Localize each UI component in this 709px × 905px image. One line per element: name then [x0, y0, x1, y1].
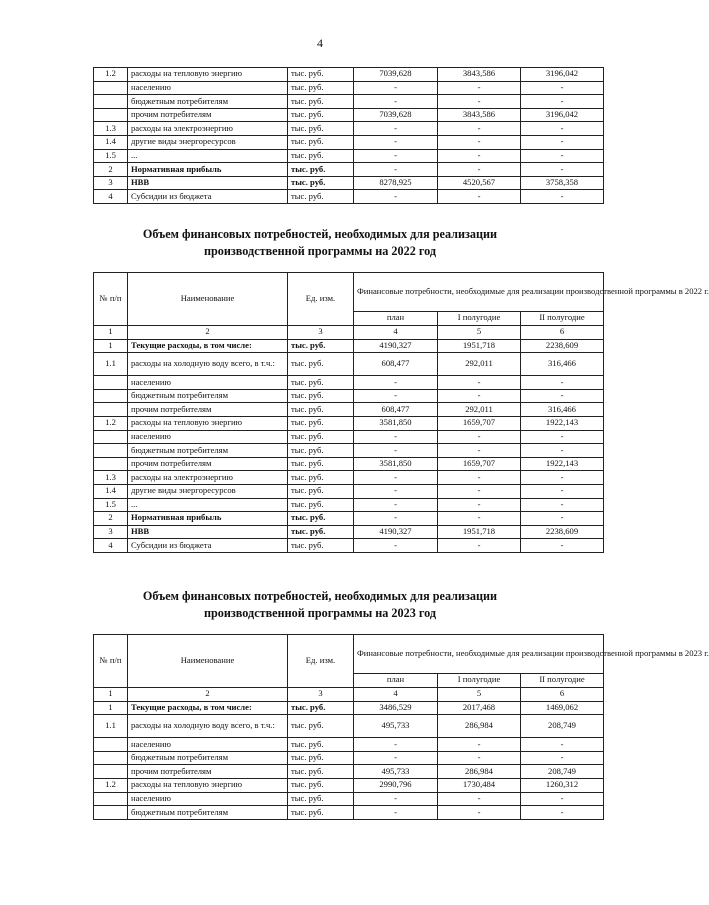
table-row	[94, 339, 604, 353]
value-plan: -	[354, 792, 438, 806]
row-name: другие виды энергоресурсов	[128, 484, 288, 498]
value-plan: 495,733	[354, 715, 438, 738]
row-unit: тыс. руб.	[288, 81, 354, 95]
value-half2: 2238,609	[521, 339, 604, 353]
row-name: населению	[128, 81, 288, 95]
table-row	[94, 512, 604, 526]
row-name: бюджетным потребителям	[128, 95, 288, 109]
row-name: другие виды энергоресурсов	[128, 135, 288, 149]
header-half1: I полугодие	[438, 311, 521, 325]
row-name: расходы на тепловую энергию	[128, 778, 288, 792]
table-row	[94, 190, 604, 204]
row-name: ...	[128, 149, 288, 163]
row-unit: тыс. руб.	[288, 765, 354, 779]
row-unit: тыс. руб.	[288, 389, 354, 403]
row-number	[94, 389, 128, 403]
value-half1: 1951,718	[438, 525, 521, 539]
value-half1: -	[438, 444, 521, 458]
value-plan: 2990,796	[354, 778, 438, 792]
row-name: НВВ	[128, 525, 288, 539]
value-plan: -	[354, 389, 438, 403]
value-half2: 1922,143	[521, 416, 604, 430]
table-row	[94, 525, 604, 539]
value-half1: -	[438, 430, 521, 444]
value-half1: -	[438, 751, 521, 765]
row-unit: тыс. руб.	[288, 403, 354, 417]
table-row	[94, 122, 604, 136]
value-plan: -	[354, 81, 438, 95]
row-number: 1.5	[94, 149, 128, 163]
row-name: прочим потребителям	[128, 108, 288, 122]
row-number	[94, 738, 128, 752]
row-name: расходы на тепловую энергию	[128, 416, 288, 430]
value-plan: -	[354, 190, 438, 204]
value-plan: 495,733	[354, 765, 438, 779]
header-financial-needs: Финансовые потребности, необходимые для реализации производственной программы в 2022 г.	[354, 273, 604, 312]
row-unit: тыс. руб.	[288, 444, 354, 458]
value-plan: -	[354, 149, 438, 163]
row-name: расходы на электроэнергию	[128, 122, 288, 136]
value-half1: 1730,484	[438, 778, 521, 792]
row-unit: тыс. руб.	[288, 95, 354, 109]
row-number	[94, 430, 128, 444]
row-number	[94, 376, 128, 390]
title-line-2: производственной программы на 2022 год	[203, 244, 436, 258]
table-row	[94, 701, 604, 715]
value-half1: 2017,468	[438, 701, 521, 715]
table-row	[94, 389, 604, 403]
table-row	[94, 806, 604, 820]
value-half2: -	[521, 122, 604, 136]
row-name: Нормативная прибыль	[128, 163, 288, 177]
row-unit: тыс. руб.	[288, 108, 354, 122]
table-row	[94, 444, 604, 458]
value-half2: -	[521, 389, 604, 403]
column-index: 5	[438, 326, 521, 340]
value-half1: -	[438, 484, 521, 498]
row-unit: тыс. руб.	[288, 715, 354, 738]
row-number	[94, 806, 128, 820]
row-number	[94, 457, 128, 471]
value-half2: -	[521, 163, 604, 177]
row-name: ...	[128, 498, 288, 512]
value-half1: -	[438, 539, 521, 553]
header-half2: II полугодие	[521, 311, 604, 325]
table-row	[94, 416, 604, 430]
title-line-1: Объем финансовых потребностей, необходимых для реализации	[142, 589, 498, 603]
value-plan: -	[354, 471, 438, 485]
column-index: 2	[128, 326, 288, 340]
value-half2: -	[521, 738, 604, 752]
header-financial-needs: Финансовые потребности, необходимые для реализации производственной программы в 2023 г.	[354, 635, 604, 674]
row-name: Нормативная прибыль	[128, 512, 288, 526]
row-number: 2	[94, 163, 128, 177]
table-row	[94, 778, 604, 792]
column-index: 3	[288, 326, 354, 340]
value-plan: -	[354, 444, 438, 458]
column-index: 4	[354, 326, 438, 340]
value-half2: -	[521, 498, 604, 512]
row-name: расходы на холодную воду всего, в т.ч.:	[128, 353, 288, 376]
table-row	[94, 471, 604, 485]
header-name: Наименование	[128, 635, 288, 688]
row-number: 2	[94, 512, 128, 526]
value-half1: 1659,707	[438, 416, 521, 430]
value-half2: 1469,062	[521, 701, 604, 715]
value-half1: -	[438, 792, 521, 806]
row-name: бюджетным потребителям	[128, 806, 288, 820]
value-plan: 3581,850	[354, 416, 438, 430]
value-plan: -	[354, 376, 438, 390]
header-plan: план	[354, 673, 438, 687]
row-unit: тыс. руб.	[288, 339, 354, 353]
table-row	[94, 457, 604, 471]
value-plan: -	[354, 484, 438, 498]
row-number	[94, 81, 128, 95]
row-name: расходы на холодную воду всего, в т.ч.:	[128, 715, 288, 738]
value-plan: -	[354, 751, 438, 765]
row-name: населению	[128, 376, 288, 390]
row-name: прочим потребителям	[128, 765, 288, 779]
column-index: 2	[128, 688, 288, 702]
row-number: 1.1	[94, 353, 128, 376]
table-row	[94, 163, 604, 177]
column-index: 5	[438, 688, 521, 702]
row-number: 1.4	[94, 135, 128, 149]
row-number	[94, 108, 128, 122]
value-half1: -	[438, 498, 521, 512]
value-half2: -	[521, 484, 604, 498]
row-unit: тыс. руб.	[288, 353, 354, 376]
value-plan: 608,477	[354, 403, 438, 417]
header-num: № п/п	[94, 635, 128, 688]
table-row	[94, 715, 604, 738]
table-row	[94, 135, 604, 149]
value-plan: 608,477	[354, 353, 438, 376]
value-half2: -	[521, 81, 604, 95]
row-name: Субсидии из бюджета	[128, 190, 288, 204]
row-unit: тыс. руб.	[288, 376, 354, 390]
row-unit: тыс. руб.	[288, 176, 354, 190]
value-plan: 4190,327	[354, 525, 438, 539]
value-half2: 3196,042	[521, 68, 604, 82]
table-2021-continuation	[93, 67, 604, 204]
row-name: бюджетным потребителям	[128, 389, 288, 403]
value-half2: 208,749	[521, 715, 604, 738]
value-half1: 3843,586	[438, 108, 521, 122]
row-unit: тыс. руб.	[288, 539, 354, 553]
row-number: 1.2	[94, 778, 128, 792]
column-index: 4	[354, 688, 438, 702]
row-unit: тыс. руб.	[288, 525, 354, 539]
row-number: 1.3	[94, 122, 128, 136]
title-line-2: производственной программы на 2023 год	[203, 606, 436, 620]
row-unit: тыс. руб.	[288, 163, 354, 177]
row-name: прочим потребителям	[128, 457, 288, 471]
row-unit: тыс. руб.	[288, 512, 354, 526]
row-unit: тыс. руб.	[288, 122, 354, 136]
value-half2: -	[521, 751, 604, 765]
row-number: 1.1	[94, 715, 128, 738]
column-index: 1	[94, 326, 128, 340]
row-number: 1.3	[94, 471, 128, 485]
value-half2: 2238,609	[521, 525, 604, 539]
row-unit: тыс. руб.	[288, 738, 354, 752]
value-half1: -	[438, 163, 521, 177]
table-row	[94, 176, 604, 190]
value-half1: 1951,718	[438, 339, 521, 353]
table-row	[94, 149, 604, 163]
value-half1: -	[438, 376, 521, 390]
table-row	[94, 95, 604, 109]
value-half2: 208,749	[521, 765, 604, 779]
value-half1: 1659,707	[438, 457, 521, 471]
row-name: НВВ	[128, 176, 288, 190]
row-number: 1.2	[94, 68, 128, 82]
value-half1: -	[438, 135, 521, 149]
header-half2: II полугодие	[521, 673, 604, 687]
header-num: № п/п	[94, 273, 128, 326]
value-plan: 7039,628	[354, 68, 438, 82]
page-number: 4	[317, 36, 323, 50]
value-half2: -	[521, 135, 604, 149]
row-unit: тыс. руб.	[288, 68, 354, 82]
value-plan: -	[354, 738, 438, 752]
table-row	[94, 751, 604, 765]
row-number	[94, 444, 128, 458]
header-unit: Ед. изм.	[288, 273, 354, 326]
row-name: населению	[128, 792, 288, 806]
value-half2: 316,466	[521, 353, 604, 376]
value-plan: 3581,850	[354, 457, 438, 471]
row-name: Текущие расходы, в том числе:	[128, 701, 288, 715]
header-plan: план	[354, 311, 438, 325]
table-row	[94, 792, 604, 806]
row-name: бюджетным потребителям	[128, 751, 288, 765]
row-unit: тыс. руб.	[288, 135, 354, 149]
row-name: расходы на тепловую энергию	[128, 68, 288, 82]
value-half1: -	[438, 95, 521, 109]
value-half2: 1260,312	[521, 778, 604, 792]
value-half2: -	[521, 471, 604, 485]
value-half2: -	[521, 95, 604, 109]
row-number	[94, 792, 128, 806]
row-name: населению	[128, 430, 288, 444]
row-number: 1.2	[94, 416, 128, 430]
value-half1: -	[438, 389, 521, 403]
row-number: 4	[94, 539, 128, 553]
table-row	[94, 430, 604, 444]
value-plan: -	[354, 512, 438, 526]
column-index: 1	[94, 688, 128, 702]
value-half1: 3843,586	[438, 68, 521, 82]
table-row	[94, 484, 604, 498]
header-half1: I полугодие	[438, 673, 521, 687]
row-number: 3	[94, 176, 128, 190]
table-row	[94, 539, 604, 553]
row-name: населению	[128, 738, 288, 752]
value-half1: 292,011	[438, 403, 521, 417]
row-number: 3	[94, 525, 128, 539]
row-number: 1	[94, 339, 128, 353]
value-half1: 292,011	[438, 353, 521, 376]
row-unit: тыс. руб.	[288, 701, 354, 715]
value-plan: -	[354, 95, 438, 109]
value-half1: -	[438, 806, 521, 820]
value-half2: -	[521, 806, 604, 820]
row-unit: тыс. руб.	[288, 149, 354, 163]
row-number	[94, 751, 128, 765]
section-title-2022	[0, 226, 640, 260]
value-plan: -	[354, 498, 438, 512]
row-unit: тыс. руб.	[288, 471, 354, 485]
value-half1: -	[438, 512, 521, 526]
header-unit: Ед. изм.	[288, 635, 354, 688]
row-number	[94, 765, 128, 779]
value-half2: -	[521, 444, 604, 458]
row-unit: тыс. руб.	[288, 416, 354, 430]
table-row	[94, 376, 604, 390]
value-plan: 7039,628	[354, 108, 438, 122]
value-plan: -	[354, 122, 438, 136]
value-plan: -	[354, 806, 438, 820]
row-unit: тыс. руб.	[288, 498, 354, 512]
table-row	[94, 498, 604, 512]
value-half1: 4520,567	[438, 176, 521, 190]
row-number: 4	[94, 190, 128, 204]
row-unit: тыс. руб.	[288, 430, 354, 444]
value-plan: -	[354, 539, 438, 553]
row-number: 1	[94, 701, 128, 715]
value-plan: -	[354, 135, 438, 149]
row-number	[94, 403, 128, 417]
value-plan: 8278,925	[354, 176, 438, 190]
value-half1: -	[438, 122, 521, 136]
row-unit: тыс. руб.	[288, 484, 354, 498]
value-half1: -	[438, 81, 521, 95]
value-half2: -	[521, 376, 604, 390]
row-name: расходы на электроэнергию	[128, 471, 288, 485]
row-name: бюджетным потребителям	[128, 444, 288, 458]
value-half1: -	[438, 738, 521, 752]
row-number: 1.4	[94, 484, 128, 498]
row-unit: тыс. руб.	[288, 190, 354, 204]
value-half1: 286,984	[438, 765, 521, 779]
table-row	[94, 765, 604, 779]
column-index: 6	[521, 688, 604, 702]
value-plan: -	[354, 430, 438, 444]
value-half2: -	[521, 190, 604, 204]
value-half1: -	[438, 149, 521, 163]
table-row	[94, 403, 604, 417]
table-row	[94, 68, 604, 82]
title-line-1: Объем финансовых потребностей, необходимых для реализации	[142, 227, 498, 241]
value-half2: 1922,143	[521, 457, 604, 471]
value-half1: -	[438, 190, 521, 204]
section-title-2023	[0, 588, 640, 622]
value-half2: 316,466	[521, 403, 604, 417]
row-unit: тыс. руб.	[288, 792, 354, 806]
value-plan: 3486,529	[354, 701, 438, 715]
column-index: 3	[288, 688, 354, 702]
table-row	[94, 353, 604, 376]
row-unit: тыс. руб.	[288, 751, 354, 765]
row-name: Текущие расходы, в том числе:	[128, 339, 288, 353]
table-row	[94, 81, 604, 95]
table-2022	[93, 272, 709, 553]
row-unit: тыс. руб.	[288, 778, 354, 792]
header-name: Наименование	[128, 273, 288, 326]
row-unit: тыс. руб.	[288, 457, 354, 471]
value-half2: 3196,042	[521, 108, 604, 122]
row-number: 1.5	[94, 498, 128, 512]
row-name: прочим потребителям	[128, 403, 288, 417]
table-2023	[93, 634, 709, 820]
value-half2: -	[521, 149, 604, 163]
value-plan: 4190,327	[354, 339, 438, 353]
value-plan: -	[354, 163, 438, 177]
row-unit: тыс. руб.	[288, 806, 354, 820]
value-half2: -	[521, 539, 604, 553]
value-half2: -	[521, 792, 604, 806]
value-half1: -	[438, 471, 521, 485]
table-row	[94, 738, 604, 752]
value-half2: -	[521, 430, 604, 444]
value-half1: 286,984	[438, 715, 521, 738]
column-index: 6	[521, 326, 604, 340]
row-number	[94, 95, 128, 109]
table-row	[94, 108, 604, 122]
value-half2: 3758,358	[521, 176, 604, 190]
value-half2: -	[521, 512, 604, 526]
row-name: Субсидии из бюджета	[128, 539, 288, 553]
